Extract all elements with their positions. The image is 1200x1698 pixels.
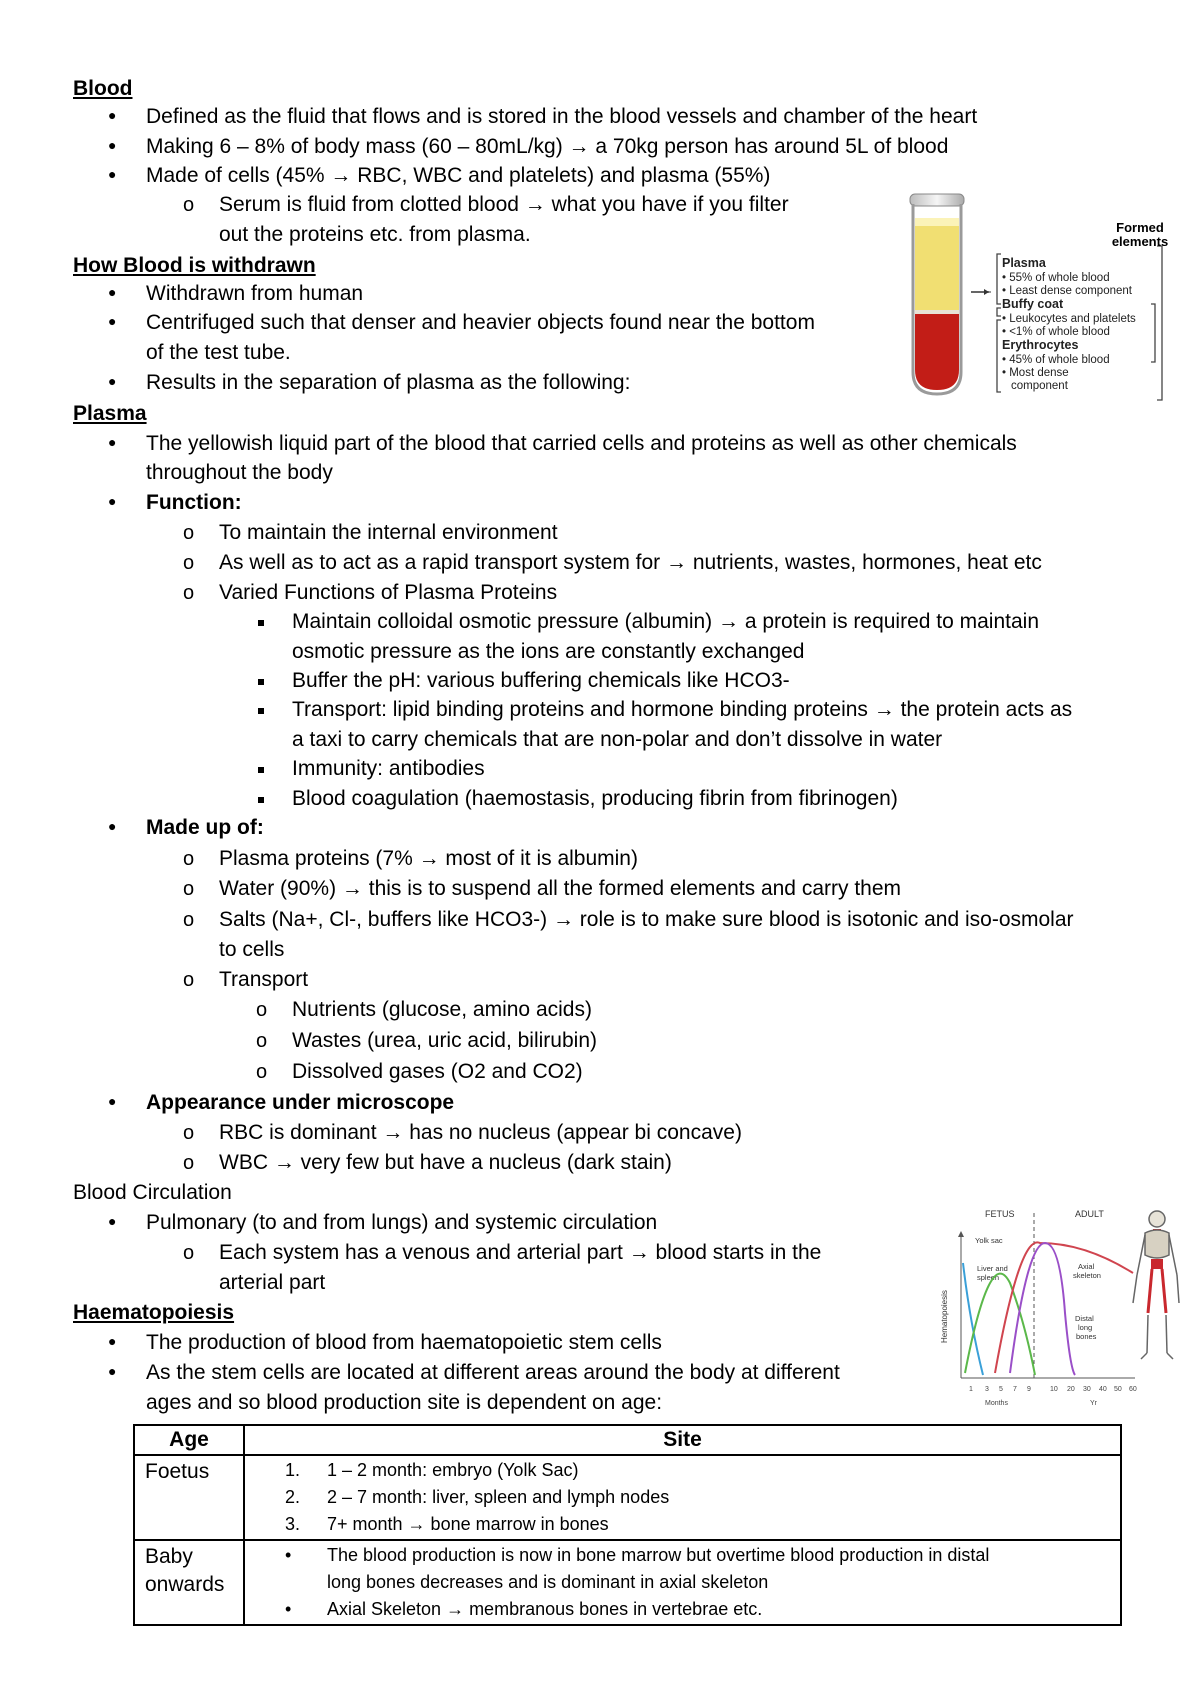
circle-bullet-icon: o [183,878,195,900]
fig-label: • 55% of whole blood [1002,272,1110,284]
fig-label: skeleton [1073,1271,1101,1280]
haematopoiesis-figure [935,1203,1180,1413]
list-item: Appearance under microscope [146,1091,455,1114]
bullet-icon: ● [108,313,117,329]
tick-label: 20 [1067,1386,1075,1393]
tick-label: 5 [999,1386,1003,1393]
bracket [997,320,1001,392]
tick-label: 9 [1027,1386,1031,1393]
bullet-icon: • [285,1545,292,1565]
axis-label: Months [985,1400,1008,1407]
list-item: Pulmonary (to and from lungs) and systemic circulation [146,1211,658,1234]
site-cell [244,1540,1121,1625]
bracket [1151,304,1155,362]
axis-arrow-icon [958,1231,964,1237]
square-bullet-icon [258,620,264,626]
list-item: Defined as the fluid that flows and is stored in the blood vessels and chamber of the heart [146,105,978,128]
list-item: Nutrients (glucose, amino acids) [292,998,592,1021]
circle-bullet-icon: o [183,522,195,544]
list-item-cont: of the test tube. [146,341,291,364]
circle-bullet-icon: o [183,1242,195,1264]
list-item-cont: long bones decreases and is dominant in axial skeleton [327,1572,769,1592]
tick-label: 40 [1099,1386,1107,1393]
fig-label: FETUS [985,1209,1015,1219]
fig-label: elements [1111,234,1169,249]
list-item-cont: out the proteins etc. from plasma. [219,223,531,246]
age-cell [134,1540,244,1625]
list-item: Varied Functions of Plasma Proteins [219,581,558,604]
skeleton-icon [1133,1211,1179,1359]
bullet-icon: ● [108,137,117,153]
tube-buffy [915,310,959,314]
fig-label: Formed [1116,220,1164,235]
list-item: The yellowish liquid part of the blood that carried cells and proteins as well as other chemicals [146,432,1017,455]
circle-bullet-icon: o [183,582,195,604]
table-header-row [134,1425,1121,1455]
bullet-icon: ● [108,1333,117,1349]
fig-label: • 45% of whole blood [1002,354,1110,366]
list-item: Made of cells (45% → RBC, WBC and platelets) and plasma (55%) [146,164,771,187]
haematopoiesis-site-table [133,1424,1122,1626]
list-number: 2. [285,1487,301,1507]
list-item: The blood production is now in bone marrow but overtime blood production in distal [327,1545,990,1565]
list-item: 2 – 7 month: liver, spleen and lymph nodes [327,1487,670,1507]
list-item: Plasma proteins (7% → most of it is albumin) [219,847,638,870]
list-item: Results in the separation of plasma as the following: [146,371,631,394]
age-cell: Foetus [134,1455,244,1540]
list-item: Salts (Na+, Cl-, buffers like HCO3-) → role is to make sure blood is isotonic and iso-osmolar [219,908,1074,931]
fig-label: Axial [1078,1262,1095,1271]
table-row [134,1455,1121,1540]
bullet-icon: ● [108,818,117,834]
circle-bullet-icon: o [256,1030,268,1052]
list-item: Maintain colloidal osmotic pressure (albumin) → a protein is required to maintain [292,610,1040,633]
heading-plasma: Plasma [73,402,147,425]
list-number: 3. [285,1514,301,1534]
tick-label: 30 [1083,1386,1091,1393]
list-item-cont: throughout the body [146,461,333,484]
list-item: Water (90%) → this is to suspend all the formed elements and carry them [219,877,902,900]
fig-label: • Most dense [1002,367,1069,379]
tick-label: 1 [969,1386,973,1393]
list-item: Serum is fluid from clotted blood → what you have if you filter [219,193,789,216]
list-item-cont: osmotic pressure as the ions are constantly exchanged [292,640,805,663]
tube-glass [910,194,964,206]
fig-label: ADULT [1075,1209,1104,1219]
list-number: 1. [285,1460,301,1480]
tick-label: 60 [1129,1386,1137,1393]
tube-rbc [915,312,959,390]
square-bullet-icon [258,797,264,803]
list-item: Made up of: [146,816,264,839]
fig-label: component [1011,380,1068,392]
list-item: Each system has a venous and arterial part → blood starts in the [219,1241,822,1264]
list-item: Withdrawn from human [146,282,364,305]
list-item: As the stem cells are located at different areas around the body at different [146,1361,840,1384]
bullet-icon: ● [108,284,117,300]
fig-label: Plasma [1002,256,1046,270]
list-item: Dissolved gases (O2 and CO2) [292,1060,583,1083]
circle-bullet-icon: o [183,909,195,931]
column-header-site: Site [244,1425,1121,1455]
fig-label: bones [1076,1332,1097,1341]
column-header-age: Age [134,1425,244,1455]
circle-bullet-icon: o [183,969,195,991]
list-item: Transport [219,968,309,991]
list-item-cont: a taxi to carry chemicals that are non-polar and don’t dissolve in water [292,728,943,751]
fig-label: Erythrocytes [1002,338,1079,352]
list-item-cont: ages and so blood production site is dependent on age: [146,1391,663,1414]
fig-label: long [1078,1323,1093,1332]
circle-bullet-icon: o [183,848,195,870]
age-line: Baby [145,1545,193,1568]
list-item: RBC is dominant → has no nucleus (appear bi concave) [219,1121,742,1144]
fig-label: Distal [1075,1314,1094,1323]
fig-label: Buffy coat [1002,297,1064,311]
list-item: The production of blood from haematopoietic stem cells [146,1331,662,1354]
heading-blood: Blood [73,77,133,100]
fig-label: • Leukocytes and platelets [1002,313,1136,325]
heading-withdrawn: How Blood is withdrawn [73,254,316,277]
circle-bullet-icon: o [256,999,268,1021]
tube-plasma [915,222,959,312]
square-bullet-icon [258,767,264,773]
circle-bullet-icon: o [256,1061,268,1083]
bullet-icon: ● [108,1093,117,1109]
list-item: Axial Skeleton → membranous bones in vertebrae etc. [327,1599,763,1619]
tick-label: 50 [1114,1386,1122,1393]
square-bullet-icon [258,679,264,685]
list-item: Immunity: antibodies [292,757,485,780]
bullet-icon: ● [108,493,117,509]
circle-bullet-icon: o [183,1122,195,1144]
list-item: Centrifuged such that denser and heavier objects found near the bottom [146,311,815,334]
list-item: Function: [146,491,242,514]
list-item-cont: to cells [219,938,285,961]
circle-bullet-icon: o [183,1152,195,1174]
list-item: Blood coagulation (haemostasis, producing fibrin from fibrinogen) [292,787,898,810]
fig-label: • <1% of whole blood [1002,326,1110,338]
square-bullet-icon [258,708,264,714]
bullet-icon: ● [108,434,117,450]
bullet-icon: ● [108,107,117,123]
tick-label: 3 [985,1386,989,1393]
list-item: 1 – 2 month: embryo (Yolk Sac) [327,1460,579,1480]
tick-label: 10 [1050,1386,1058,1393]
bullet-icon: ● [108,166,117,182]
site-cell [244,1455,1121,1540]
circle-bullet-icon: o [183,194,195,216]
bullet-icon: ● [108,1213,117,1229]
heading-circulation: Blood Circulation [73,1181,232,1204]
bullet-icon: ● [108,1363,117,1379]
list-item: As well as to act as a rapid transport system for → nutrients, wastes, hormones, heat etc [219,551,1042,574]
fig-label: Liver and [977,1264,1008,1273]
circle-bullet-icon: o [183,552,195,574]
bracket [997,308,1001,316]
list-item: Wastes (urea, uric acid, bilirubin) [292,1029,597,1052]
list-item: 7+ month → bone marrow in bones [327,1514,609,1534]
list-item: To maintain the internal environment [219,521,558,544]
axis-label: Yr [1090,1400,1097,1407]
list-item-cont: arterial part [219,1271,326,1294]
fig-label: spleen [977,1273,1000,1282]
bullet-icon: ● [108,373,117,389]
list-item: WBC → very few but have a nucleus (dark stain) [219,1151,672,1174]
list-item: Transport: lipid binding proteins and hormone binding proteins → the protein acts as [292,698,1073,721]
age-line: onwards [145,1573,225,1596]
tube-meniscus [915,218,959,226]
table-row [134,1540,1121,1625]
bracket [1157,246,1162,400]
bracket [997,254,1001,304]
list-item: Buffer the pH: various buffering chemicals like HCO3- [292,669,790,692]
bullet-icon: • [285,1599,292,1619]
heading-haematopoiesis: Haematopoiesis [73,1301,235,1324]
fig-label: Hematopoiesis [940,1290,949,1343]
fig-label: • Least dense component [1002,285,1132,297]
distal-curve [1010,1243,1075,1375]
fig-label: Yolk sac [975,1236,1003,1245]
tick-label: 7 [1013,1386,1017,1393]
list-item: Making 6 – 8% of body mass (60 – 80mL/kg) → a 70kg person has around 5L of blood [146,135,949,158]
test-tube-figure [885,192,1170,407]
